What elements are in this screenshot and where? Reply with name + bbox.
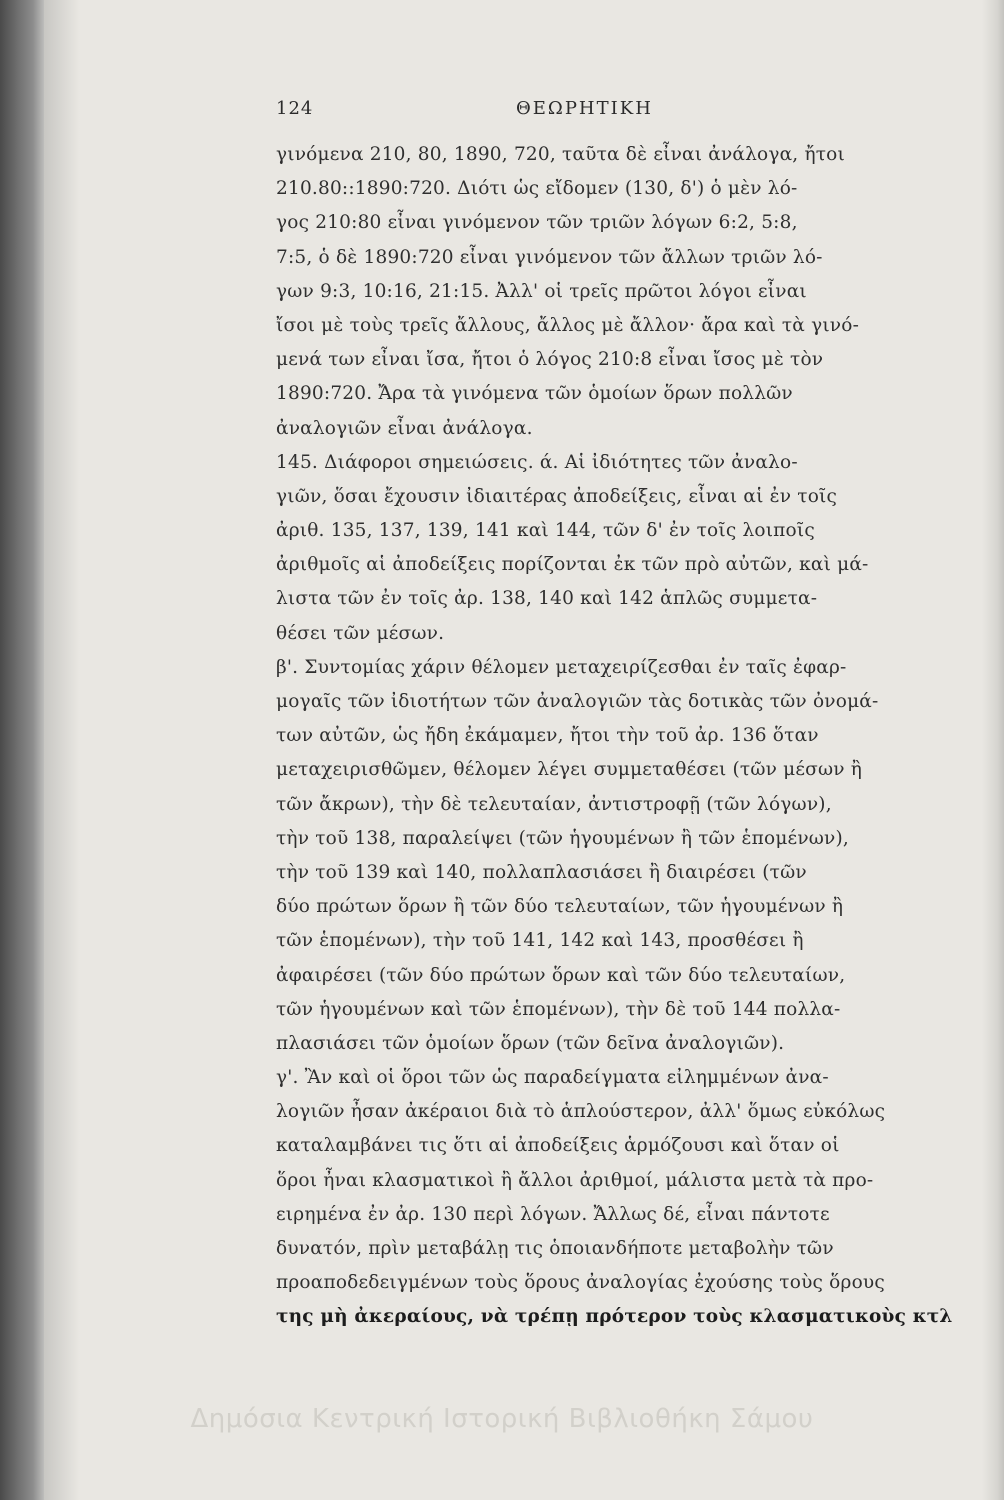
gutter-fade xyxy=(44,0,80,1500)
page-header xyxy=(276,92,856,124)
text-line: ὅροι ἦναι κλασματικοὶ ἢ ἄλλοι ἀριθμοί, μάλιστα μετὰ τὰ προ- xyxy=(276,1169,874,1191)
running-head: ΘΕΩΡΗΤΙΚΗ xyxy=(516,98,653,119)
text-line: της μὴ ἀκεραίους, νὰ τρέπῃ πρότερον τοὺς κλασματικοὺς κτλ xyxy=(276,1306,953,1328)
text-line: τῶν ἄκρων), τὴν δὲ τελευταίαν, ἀντιστροφῇ (τῶν λόγων), xyxy=(276,793,832,815)
text-line: ἀριθμοῖς αἱ ἀποδείξεις πορίζονται ἐκ τῶν πρὸ αὐτῶν, καὶ μά- xyxy=(276,554,869,576)
book-spine-shadow xyxy=(0,0,44,1500)
text-line: δυνατόν, πρὶν μεταβάλῃ τις ὁποιανδήποτε μεταβολὴν τῶν xyxy=(276,1238,834,1259)
text-line: μενά των εἶναι ἴσα, ἤτοι ὁ λόγος 210:8 εἶναι ἴσος μὲ τὸν xyxy=(276,349,824,371)
body-text xyxy=(276,138,953,1335)
text-line: τὴν τοῦ 139 καὶ 140, πολλαπλασιάσει ἢ διαιρέσει (τῶν xyxy=(276,861,807,883)
text-line: 210.80::1890:720. Διότι ὡς εἴδομεν (130, δ') ὁ μὲν λό- xyxy=(276,178,798,200)
text-line: λιστα τῶν ἐν τοῖς ἀρ. 138, 140 καὶ 142 ἁπλῶς συμμετα- xyxy=(276,588,818,610)
text-line: ἀριθ. 135, 137, 139, 141 καὶ 144, τῶν δ' ἐν τοῖς λοιποῖς xyxy=(276,520,815,542)
text-line: ειρημένα ἐν ἀρ. 130 περὶ λόγων. Ἄλλως δέ, εἶναι πάντοτε xyxy=(276,1203,830,1225)
library-watermark: Δημόσια Κεντρική Ιστορική Βιβλιοθήκη Σάμου xyxy=(190,1404,814,1434)
text-line: γιῶν, ὅσαι ἔχουσιν ἰδιαιτέρας ἀποδείξεις, εἶναι αἱ ἐν τοῖς xyxy=(276,485,838,507)
page-edge-shadow xyxy=(982,0,1004,1500)
text-line: τῶν ἡγουμένων καὶ τῶν ἑπομένων), τὴν δὲ τοῦ 144 πολλα- xyxy=(276,998,841,1020)
text-line: 145. Διάφοροι σημειώσεις. ά. Αἱ ἰδιότητες τῶν ἀναλο- xyxy=(276,451,798,473)
text-line: μεταχειρισθῶμεν, θέλομεν λέγει συμμεταθέσει (τῶν μέσων ἢ xyxy=(276,759,863,781)
text-line: ἀναλογιῶν εἶναι ἀνάλογα. xyxy=(276,417,533,439)
text-line: θέσει τῶν μέσων. xyxy=(276,622,445,644)
text-line: ἴσοι μὲ τοὺς τρεῖς ἄλλους, ἄλλος μὲ ἄλλον· ἄρα καὶ τὰ γινό- xyxy=(276,314,860,336)
text-line: τὴν τοῦ 138, παραλείψει (τῶν ἡγουμένων ἢ τῶν ἑπομένων), xyxy=(276,827,850,849)
text-line: γος 210:80 εἶναι γινόμενον τῶν τριῶν λόγων 6:2, 5:8, xyxy=(276,212,798,234)
text-line: γ'. Ἂν καὶ οἱ ὅροι τῶν ὡς παραδείγματα εἰλημμένων ἀνα- xyxy=(276,1067,829,1089)
text-line: των αὐτῶν, ὡς ἤδη ἐκάμαμεν, ἤτοι τὴν τοῦ ἀρ. 136 ὅταν xyxy=(276,725,819,747)
text-line: πλασιάσει τῶν ὁμοίων ὅρων (τῶν δεῖνα ἀναλογιῶν). xyxy=(276,1032,785,1054)
text-line: 7:5, ὁ δὲ 1890:720 εἶναι γινόμενον τῶν ἄλλων τριῶν λό- xyxy=(276,246,823,268)
text-line: καταλαμβάνει τις ὅτι αἱ ἀποδείξεις ἁρμόζουσι καὶ ὅταν οἱ xyxy=(276,1135,840,1157)
text-line: ἀφαιρέσει (τῶν δύο πρώτων ὅρων καὶ τῶν δύο τελευταίων, xyxy=(276,964,846,986)
text-line: γινόμενα 210, 80, 1890, 720, ταῦτα δὲ εἶναι ἀνάλογα, ἤτοι xyxy=(276,144,845,165)
text-line: δύο πρώτων ὅρων ἢ τῶν δύο τελευταίων, τῶν ἡγουμένων ἢ xyxy=(276,896,844,918)
text-line: μογαῖς τῶν ἰδιοτήτων τῶν ἀναλογιῶν τὰς δοτικὰς τῶν ὀνομά- xyxy=(276,691,879,712)
text-line: προαποδεδειγμένων τοὺς ὅρους ἀναλογίας ἐχούσης τοὺς ὅρους xyxy=(276,1272,885,1294)
book-page xyxy=(80,0,982,1500)
page-number: 124 xyxy=(276,98,314,119)
text-line: β'. Συντομίας χάριν θέλομεν μεταχειρίζεσθαι ἐν ταῖς ἐφαρ- xyxy=(276,656,847,678)
text-line: 1890:720. Ἄρα τὰ γινόμενα τῶν ὁμοίων ὅρων πολλῶν xyxy=(276,383,793,405)
text-line: τῶν ἑπομένων), τὴν τοῦ 141, 142 καὶ 143, προσθέσει ἢ xyxy=(276,930,804,952)
text-line: γων 9:3, 10:16, 21:15. Ἀλλ' οἱ τρεῖς πρῶτοι λόγοι εἶναι xyxy=(276,280,807,302)
text-line: λογιῶν ἦσαν ἀκέραιοι διὰ τὸ ἁπλούστερον, ἀλλ' ὅμως εὐκόλως xyxy=(276,1101,886,1123)
